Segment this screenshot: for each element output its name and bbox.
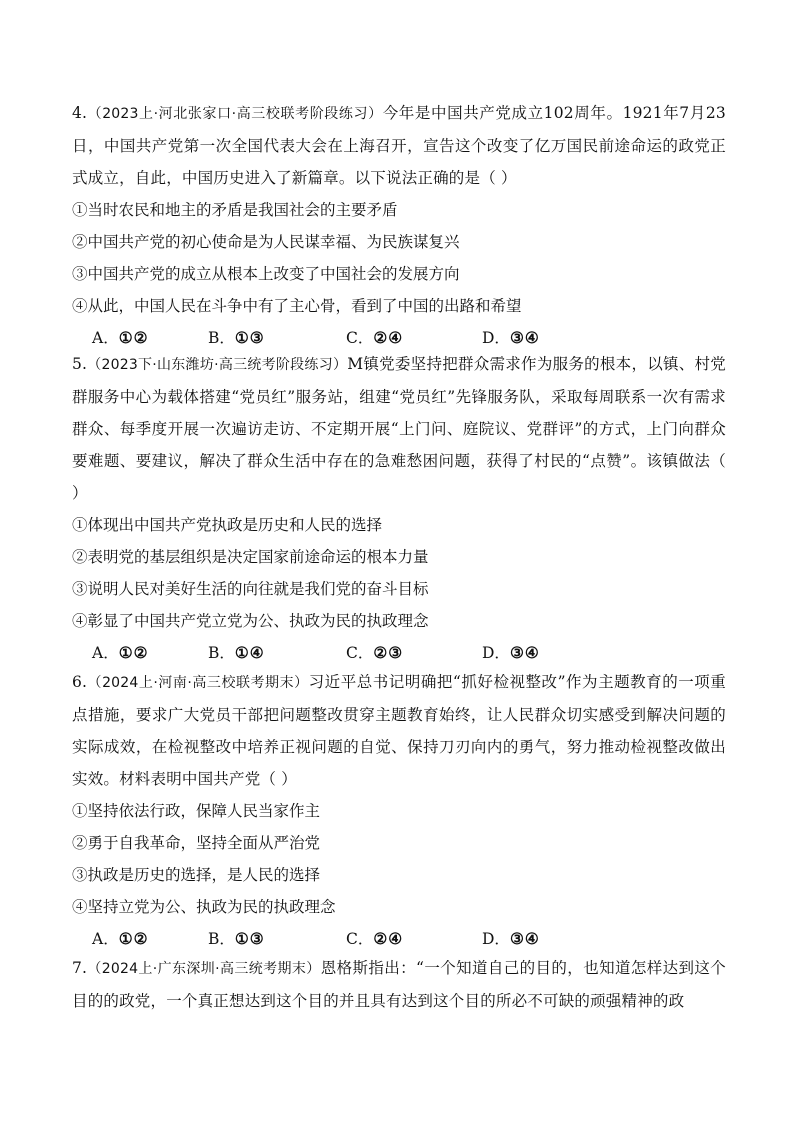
choice-label: C． (346, 644, 374, 662)
choice-label: D． (482, 930, 510, 948)
question-number: 7. (72, 959, 88, 977)
choice-d[interactable] (482, 637, 606, 669)
statement-option: ③说明人民对美好生活的向往就是我们党的奋斗目标 (72, 580, 429, 598)
statement-option: ②中国共产党的初心使命是为人民谋幸福、为民族谋复兴 (72, 233, 460, 251)
choice-c[interactable] (346, 637, 482, 669)
choice-c[interactable] (346, 923, 482, 955)
question-stem (72, 952, 726, 1017)
question-number: 4. (72, 104, 88, 122)
statement-option: ④坚持立党为公、执政为民的执政理念 (72, 898, 336, 916)
choice-label: B． (208, 930, 235, 948)
choice-answer: ②④ (373, 328, 404, 347)
question-source: （2024上·河南·高三校联考期末） (87, 675, 309, 691)
answer-choices (72, 923, 726, 955)
question-stem (72, 348, 726, 509)
choice-label: A． (92, 329, 119, 347)
choice-label: A． (92, 644, 119, 662)
choice-b[interactable] (208, 637, 346, 669)
statement-option: ③中国共产党的成立从根本上改变了中国社会的发展方向 (72, 265, 460, 283)
choice-label: C． (346, 930, 374, 948)
question-source: （2024上·广东深圳·高三统考期末） (87, 961, 321, 977)
question-text: 今年是中国共产党成立102周年。1921年7月23日，中国共产党第一次全国代表大会在上海召开，宣告这个改变了亿万国民前途命运的政党正式成立，自此，中国历史进入了新篇章。以下说法正确的是（ ） (72, 104, 726, 187)
question-text: 习近平总书记明确把“抓好检视整改”作为主题教育的一项重点措施，要求广大党员干部把问题整改贯穿主题教育始终，让人民群众切实感受到解决问题的实际成效，在检视整改中培养正视问题的自觉、保持刀刃向内的勇气，努力推动检视整改做出实效。材料表明中国共产党（ ） (72, 673, 726, 788)
choice-label: B． (208, 644, 235, 662)
choice-a[interactable] (92, 637, 208, 669)
question-stem (72, 97, 726, 194)
choice-answer: ③④ (509, 643, 540, 662)
choice-answer: ①② (118, 328, 149, 347)
choice-answer: ①② (118, 643, 149, 662)
statement-option: ①体现出中国共产党执政是历史和人民的选择 (72, 516, 383, 534)
choice-answer: ①③ (234, 929, 265, 948)
statement-option: ①当时农民和地主的矛盾是我国社会的主要矛盾 (72, 201, 398, 219)
choice-answer: ①③ (234, 328, 265, 347)
choice-label: A． (92, 930, 119, 948)
choice-answer: ③④ (509, 929, 540, 948)
choice-answer: ①② (118, 929, 149, 948)
question-stem (72, 666, 726, 795)
choice-answer: ③④ (509, 328, 540, 347)
choice-answer: ②③ (373, 643, 404, 662)
choice-label: C． (346, 329, 374, 347)
choice-answer: ①④ (234, 643, 265, 662)
question-source: （2023下·山东潍坊·高三统考阶段练习） (87, 357, 348, 373)
question-number: 6. (72, 673, 88, 691)
question-source: （2023上·河北张家口·高三校联考阶段练习） (87, 106, 383, 122)
question-text: 恩格斯指出：“一个知道自己的目的，也知道怎样达到这个目的的政党，一个真正想达到这个目的并且具有达到这个目的所必不可缺的顽强精神的政 (72, 959, 726, 1010)
choice-a[interactable] (92, 923, 208, 955)
choice-label: D． (482, 644, 510, 662)
answer-choices (72, 637, 726, 669)
question-7 (72, 952, 726, 1017)
statement-option: ①坚持依法行政，保障人民当家作主 (72, 802, 321, 820)
choice-label: D． (482, 329, 510, 347)
question-5 (72, 348, 726, 669)
choice-answer: ②④ (373, 929, 404, 948)
question-6 (72, 666, 726, 955)
statement-option: ②勇于自我革命，坚持全面从严治党 (72, 834, 321, 852)
statement-option: ③执政是历史的选择，是人民的选择 (72, 866, 321, 884)
choice-d[interactable] (482, 923, 606, 955)
question-4 (72, 97, 726, 354)
statement-option: ④从此，中国人民在斗争中有了主心骨，看到了中国的出路和希望 (72, 297, 522, 315)
question-text: M镇党委坚持把群众需求作为服务的根本，以镇、村党群服务中心为载体搭建“党员红”服务站，组建“党员红”先锋服务队，采取每周联系一次有需求群众、每季度开展一次遍访走访、不定期开展“上门问、庭院议、党群评”的方式，上门向群众要难题、要建议，解决了群众生活中存在的急难愁困问题，获得了村民的“点赞”。该镇做法（ ） (72, 355, 726, 502)
choice-b[interactable] (208, 923, 346, 955)
statement-option: ④彰显了中国共产党立党为公、执政为民的执政理念 (72, 612, 429, 630)
choice-label: B． (208, 329, 235, 347)
question-number: 5. (72, 355, 88, 373)
statement-option: ②表明党的基层组织是决定国家前途命运的根本力量 (72, 548, 429, 566)
